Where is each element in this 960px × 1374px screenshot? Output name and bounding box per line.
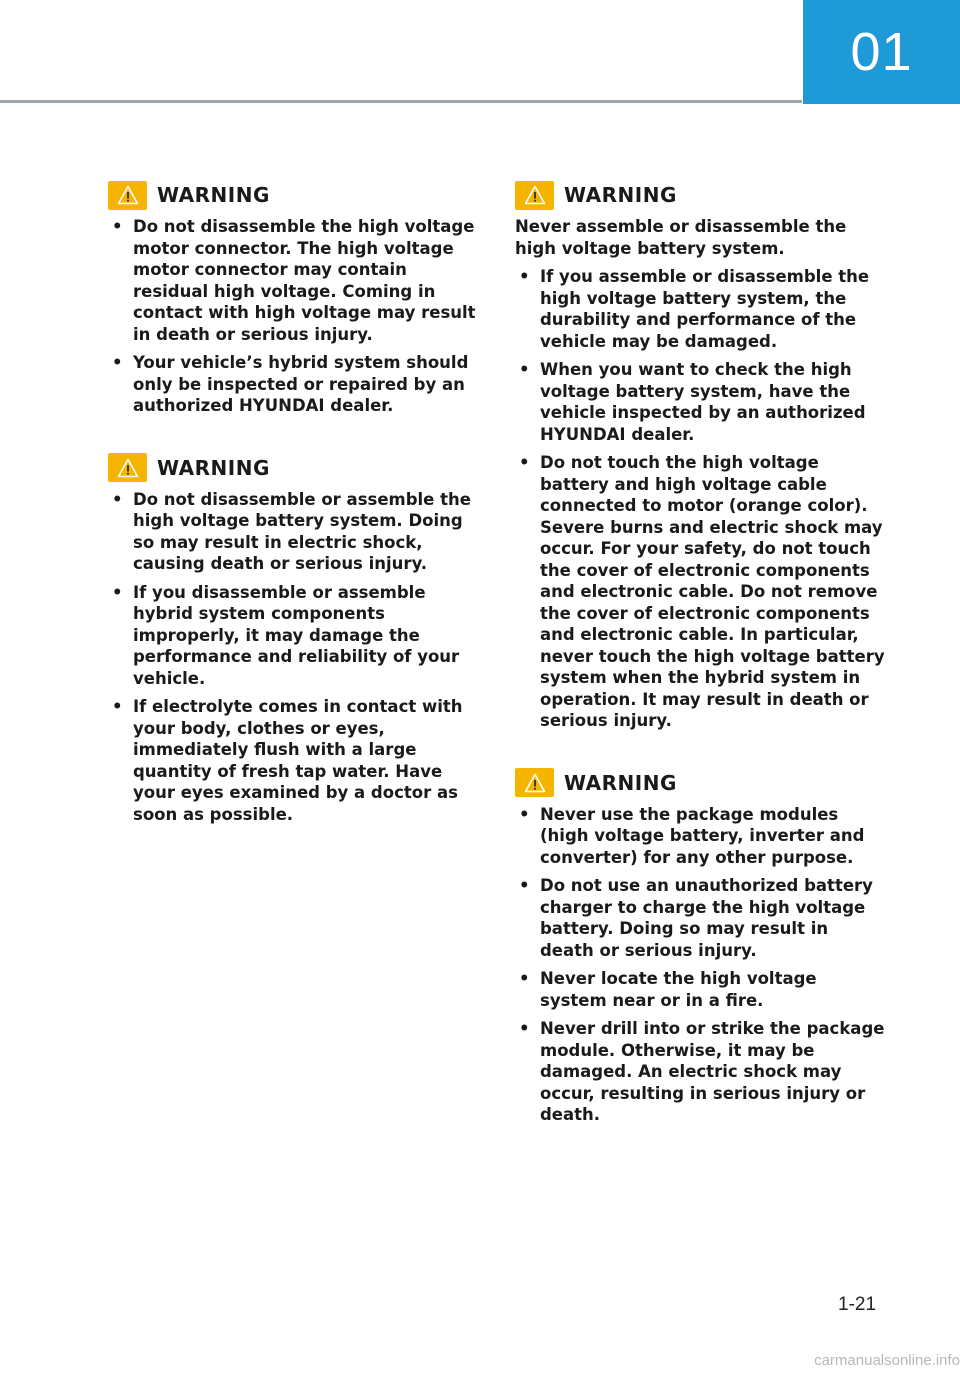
bullet-icon: • xyxy=(519,876,530,895)
warning-box xyxy=(108,178,480,417)
warning-triangle-icon xyxy=(515,768,554,797)
warning-item-text: Never use the package modules (high voltage battery, inverter and converter) for any other purpose. xyxy=(540,804,865,867)
left-column xyxy=(108,178,480,859)
warning-list-item xyxy=(515,452,887,732)
warning-list-item xyxy=(108,216,480,345)
warning-item-text: Do not touch the high voltage battery and high voltage cable connected to motor (orange color). Severe burns and electric shock may occur. For your safety, do not touch the cover of electronic components and electronic cable. Do not remove the cover of electronic components and electronic cable. In particular, never touch the high voltage battery system when the hybrid system in operation. It may result in death or serious injury. xyxy=(540,453,885,730)
warning-list xyxy=(108,216,480,417)
warning-heading xyxy=(108,178,480,212)
warning-title: WARNING xyxy=(157,183,270,207)
warning-item-text: If electrolyte comes in contact with your body, clothes or eyes, immediately flush with a large quantity of fresh tap water. Have your eyes examined by a doctor as soon as possible. xyxy=(133,697,463,824)
warning-heading xyxy=(515,766,887,800)
warning-item-text: Your vehicle’s hybrid system should only be inspected or repaired by an authorized HYUNDAI dealer. xyxy=(133,353,469,415)
warning-heading xyxy=(515,178,887,212)
warning-triangle-icon xyxy=(515,181,554,210)
warning-title: WARNING xyxy=(564,183,677,207)
warning-item-text: Do not disassemble or assemble the high voltage battery system. Doing so may result in electric shock, causing death or serious injury. xyxy=(133,489,471,573)
warning-box xyxy=(515,766,887,1126)
bullet-icon: • xyxy=(519,267,530,286)
right-column xyxy=(515,178,887,1160)
warning-box xyxy=(515,178,887,732)
warning-list-item xyxy=(515,359,887,445)
warning-item-text: Never drill into or strike the package module. Otherwise, it may be damaged. An electric shock may occur, resulting in serious injury or death. xyxy=(540,1019,885,1124)
warning-triangle-icon xyxy=(108,181,147,210)
watermark: carmanualsonline.info xyxy=(814,1352,960,1369)
bullet-icon: • xyxy=(519,360,530,379)
warning-list-item xyxy=(108,696,480,825)
warning-list-item xyxy=(515,1018,887,1126)
warning-heading xyxy=(108,451,480,485)
page-number: 1-21 xyxy=(838,1294,877,1315)
bullet-icon: • xyxy=(112,353,123,372)
warning-list xyxy=(108,489,480,826)
bullet-icon: • xyxy=(519,804,530,824)
header-rule xyxy=(0,100,802,103)
warning-item-text: If you assemble or disassemble the high voltage battery system, the durability and performance of the vehicle may be damaged. xyxy=(540,267,870,351)
warning-item-text: Do not disassemble the high voltage motor connector. The high voltage motor connector may contain residual high voltage. Coming in contact with high voltage may result in death or serious injury. xyxy=(133,217,476,344)
warning-item-text: If you disassemble or assemble hybrid system components improperly, it may damage the performance and reliability of your vehicle. xyxy=(133,582,460,688)
warning-item-text: Do not use an unauthorized battery charger to charge the high voltage battery. Doing so may result in death or serious injury. xyxy=(540,876,873,960)
warning-list-item xyxy=(108,582,480,690)
warning-list-item xyxy=(515,266,887,352)
bullet-icon: • xyxy=(519,1019,530,1038)
warning-list-item xyxy=(108,489,480,575)
bullet-icon: • xyxy=(519,453,530,472)
warning-list-item xyxy=(108,352,480,417)
warning-item-text: Never locate the high voltage system near or in a fire. xyxy=(540,969,817,1010)
warning-box xyxy=(108,451,480,826)
warning-list-item xyxy=(515,875,887,961)
warning-list-item xyxy=(515,804,887,869)
warning-triangle-icon xyxy=(108,453,147,482)
warning-title: WARNING xyxy=(564,770,677,795)
warning-list xyxy=(515,804,887,1126)
warning-list xyxy=(515,266,887,732)
warning-item-text: When you want to check the high voltage battery system, have the vehicle inspected by an authorized HYUNDAI dealer. xyxy=(540,360,866,444)
bullet-icon: • xyxy=(112,582,123,602)
warning-title: WARNING xyxy=(157,455,270,480)
chapter-tab: 01 xyxy=(803,0,960,104)
bullet-icon: • xyxy=(112,217,123,236)
bullet-icon: • xyxy=(112,489,123,509)
bullet-icon: • xyxy=(112,697,123,716)
warning-list-item xyxy=(515,968,887,1011)
bullet-icon: • xyxy=(519,969,530,988)
warning-intro: Never assemble or disassemble the high voltage battery system. xyxy=(515,217,847,258)
